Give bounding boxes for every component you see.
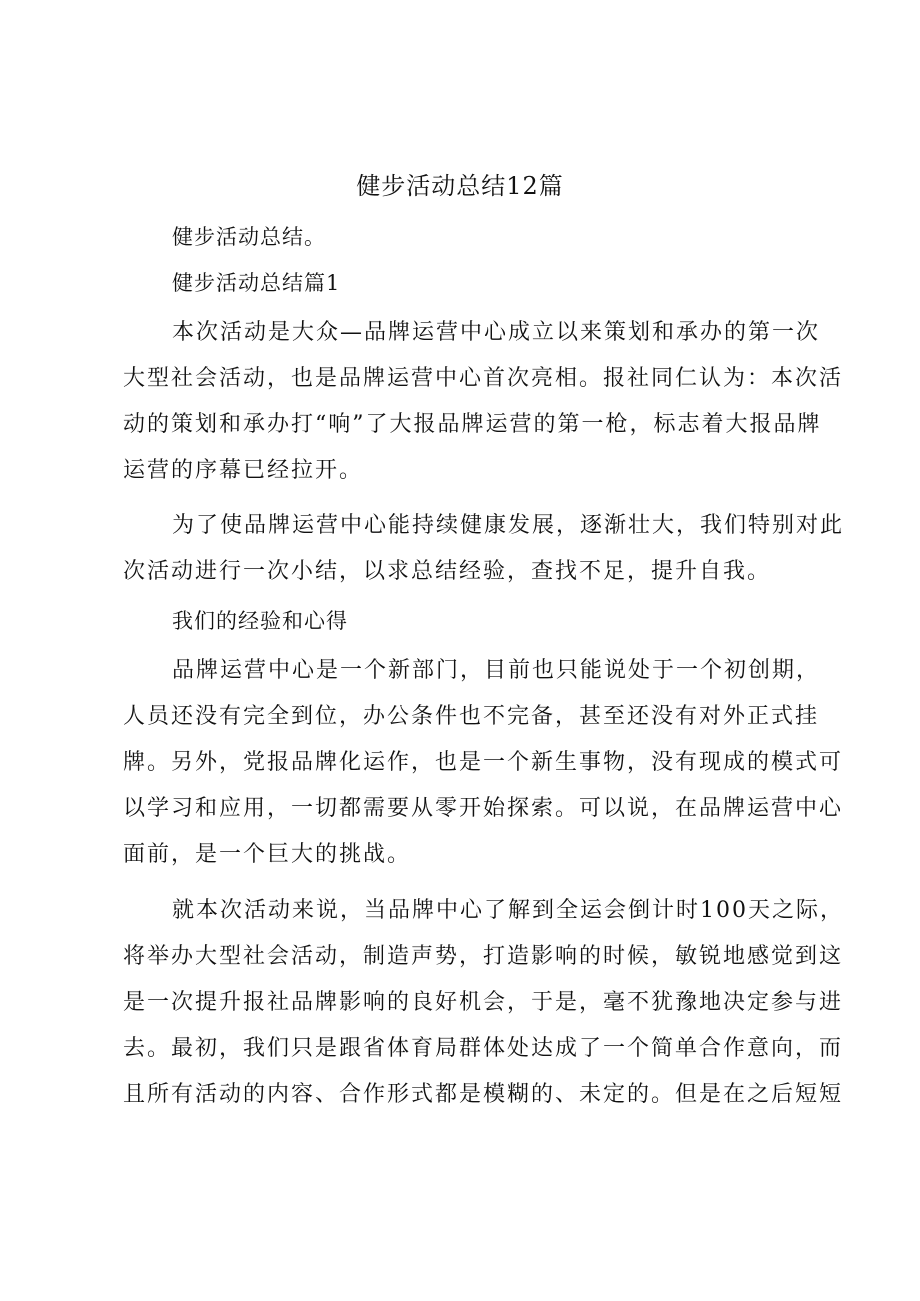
paragraph-line: 次活动进行一次小结，以求总结经验，查找不足，提升自我。 [123, 559, 772, 584]
paragraph-3 [123, 648, 844, 878]
section-heading: 健步活动总结篇1 [172, 271, 341, 295]
paragraph-line: 是一次提升报社品牌影响的良好机会，于是，毫不犹豫地决定参与进 [123, 990, 844, 1015]
paragraph-line: 牌。另外，党报品牌化运作，也是一个新生事物，没有现成的模式可 [123, 750, 844, 775]
paragraph-line: 以学习和应用，一切都需要从零开始探索。可以说，在品牌运营中心 [123, 796, 844, 821]
paragraph-line: 且所有活动的内容、合作形式都是模糊的、未定的。但是在之后短短 [123, 1082, 844, 1107]
paragraph-line: 大型社会活动，也是品牌运营中心首次亮相。报社同仁认为：本次活 [123, 366, 844, 391]
paragraph-line: 就本次活动来说，当品牌中心了解到全运会倒计时100天之际， [172, 898, 844, 923]
document-title: 健步活动总结12篇 [356, 172, 564, 200]
paragraph-line: 动的策划和承办打“响”了大报品牌运营的第一枪，标志着大报品牌 [123, 412, 822, 437]
paragraph-line: 去。最初，我们只是跟省体育局群体处达成了一个简单合作意向，而 [123, 1036, 844, 1061]
paragraph-line: 运营的序幕已经拉开。 [123, 458, 364, 483]
subheading: 我们的经验和心得 [172, 609, 348, 633]
paragraph-2 [123, 503, 845, 595]
intro-line: 健步活动总结。 [172, 225, 326, 249]
paragraph-line: 人员还没有完全到位，办公条件也不完备，甚至还没有对外正式挂 [123, 704, 820, 729]
paragraph-1 [123, 310, 844, 494]
paragraph-line: 为了使品牌运营中心能持续健康发展，逐渐壮大，我们特别对此 [172, 513, 845, 538]
paragraph-line: 本次活动是大众—品牌运营中心成立以来策划和承办的第一次 [172, 320, 821, 345]
paragraph-line: 将举办大型社会活动，制造声势，打造影响的时候，敏锐地感觉到这 [123, 944, 844, 969]
paragraph-line: 面前，是一个巨大的挑战。 [123, 842, 412, 867]
paragraph-line: 品牌运营中心是一个新部门，目前也只能说处于一个初创期， [172, 658, 821, 683]
paragraph-4 [123, 888, 844, 1118]
